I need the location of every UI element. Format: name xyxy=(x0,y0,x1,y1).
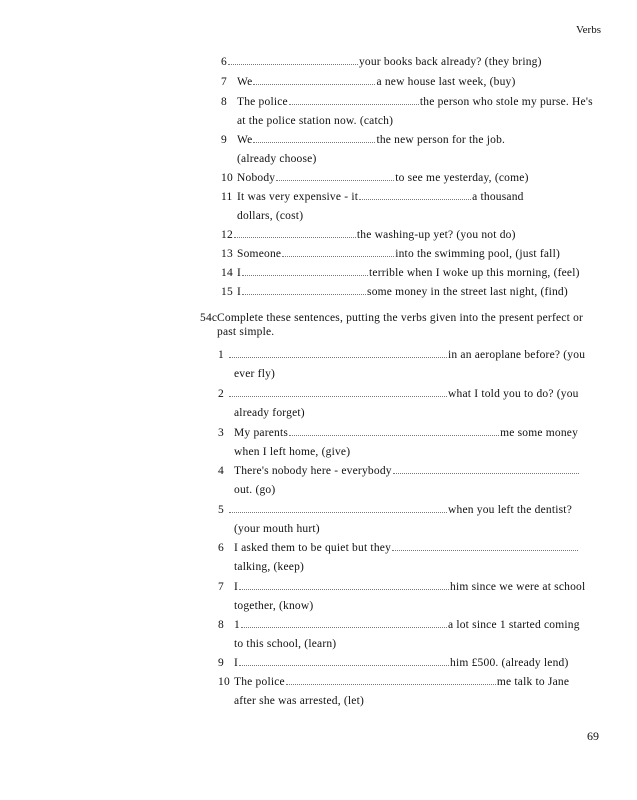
item-text-after: in an aeroplane before? (you xyxy=(448,349,586,361)
answer-blank[interactable] xyxy=(276,171,394,181)
exercise-number: 54c xyxy=(200,312,218,324)
item-number: 10 xyxy=(221,172,233,184)
item-number: 12 xyxy=(221,229,233,241)
exercise-instruction: Complete these sentences, putting the verbs given into the present perfect or past simple. xyxy=(217,312,584,338)
item-text-after: a thousand xyxy=(472,191,524,203)
item-number: 8 xyxy=(218,619,224,631)
answer-blank[interactable] xyxy=(241,618,447,628)
exercise-item xyxy=(218,541,579,555)
answer-blank[interactable] xyxy=(393,464,579,474)
exercise-item xyxy=(218,675,569,689)
answer-blank[interactable] xyxy=(229,387,447,397)
item-continuation: ever fly) xyxy=(234,368,276,380)
exercise-item xyxy=(218,426,578,440)
item-text-after: me talk to Jane xyxy=(496,676,570,688)
item-text-before: The police xyxy=(237,96,288,108)
item-text-before: We xyxy=(237,134,253,146)
exercise-item xyxy=(221,266,580,280)
item-number: 7 xyxy=(218,581,224,593)
item-text-before: The police xyxy=(234,676,285,688)
item-number: 7 xyxy=(221,76,227,88)
exercise-item xyxy=(218,464,580,478)
item-text-after: him since we were at school xyxy=(450,581,586,593)
item-text-after: the washing-up yet? (you not do) xyxy=(356,229,516,241)
item-text-after: a new house last week, (buy) xyxy=(376,76,516,88)
answer-blank[interactable] xyxy=(239,580,449,590)
answer-blank[interactable] xyxy=(282,247,394,257)
item-number: 8 xyxy=(221,96,227,108)
item-number: 11 xyxy=(221,191,233,203)
item-text-after: what I told you to do? (you xyxy=(448,388,579,400)
item-number: 3 xyxy=(218,427,224,439)
exercise-item xyxy=(218,618,580,632)
answer-blank[interactable] xyxy=(229,348,447,358)
running-header: Verbs xyxy=(575,24,601,36)
item-number: 10 xyxy=(218,676,230,688)
exercise-item xyxy=(221,95,593,109)
item-number: 6 xyxy=(221,56,227,68)
item-continuation: at the police station now. (catch) xyxy=(237,115,394,127)
answer-blank[interactable] xyxy=(242,266,368,276)
item-number: 15 xyxy=(221,286,233,298)
item-continuation: dollars, (cost) xyxy=(237,210,304,222)
item-text-before: Someone xyxy=(237,248,282,260)
exercise-item xyxy=(221,75,516,89)
item-continuation: to this school, (learn) xyxy=(234,638,337,650)
item-text-before: 1 xyxy=(234,619,240,631)
answer-blank[interactable] xyxy=(228,55,358,65)
exercise-item xyxy=(221,171,529,185)
answer-blank[interactable] xyxy=(242,285,366,295)
item-continuation: after she was arrested, (let) xyxy=(234,695,364,707)
exercise-item xyxy=(218,387,579,401)
item-text-after: some money in the street last night, (find) xyxy=(367,286,568,298)
item-number: 9 xyxy=(218,657,224,669)
answer-blank[interactable] xyxy=(229,503,447,513)
answer-blank[interactable] xyxy=(239,656,449,666)
item-text-after: your books back already? (they bring) xyxy=(358,56,542,68)
item-text-after: a lot since 1 started coming xyxy=(447,619,580,631)
item-text-after: him £500. (already lend) xyxy=(450,657,569,669)
item-number: 14 xyxy=(221,267,233,279)
answer-blank[interactable] xyxy=(253,75,375,85)
item-continuation: (already choose) xyxy=(237,153,317,165)
item-continuation: (your mouth hurt) xyxy=(234,523,320,535)
exercise-item xyxy=(221,228,516,242)
item-continuation: out. (go) xyxy=(234,484,276,496)
exercise-item xyxy=(221,55,542,69)
answer-blank[interactable] xyxy=(253,133,375,143)
item-text-after: the new person for the job. xyxy=(376,134,506,146)
item-continuation: already forget) xyxy=(234,407,305,419)
exercise-item xyxy=(218,503,572,517)
item-number: 2 xyxy=(218,388,224,400)
exercise-item xyxy=(221,133,505,147)
answer-blank[interactable] xyxy=(289,426,499,436)
item-text-before: I xyxy=(234,657,239,669)
item-text-before: I xyxy=(234,581,239,593)
item-text-before: I xyxy=(237,267,242,279)
item-text-before: It was very expensive - it xyxy=(237,191,359,203)
item-text-before: I xyxy=(237,286,242,298)
item-continuation: when I left home, (give) xyxy=(234,446,351,458)
item-text-after: me some money xyxy=(500,427,579,439)
item-text-before: We xyxy=(237,76,253,88)
item-text-after: when you left the dentist? xyxy=(448,504,573,516)
item-number: 9 xyxy=(221,134,227,146)
item-number: 4 xyxy=(218,465,224,477)
exercise-item xyxy=(221,285,568,299)
item-continuation: talking, (keep) xyxy=(234,561,305,573)
item-number: 13 xyxy=(221,248,233,260)
item-text-before: Nobody xyxy=(237,172,276,184)
answer-blank[interactable] xyxy=(289,95,419,105)
page-number: 69 xyxy=(587,729,599,743)
item-number: 5 xyxy=(218,504,224,516)
item-continuation: together, (know) xyxy=(234,600,314,612)
item-text-before: My parents xyxy=(234,427,289,439)
answer-blank[interactable] xyxy=(392,541,578,551)
exercise-item xyxy=(218,580,585,594)
item-number: 1 xyxy=(218,349,224,361)
item-text-after: to see me yesterday, (come) xyxy=(395,172,529,184)
item-text-before: There's nobody here - everybody xyxy=(234,465,392,477)
item-text-before: I asked them to be quiet but they xyxy=(234,542,392,554)
answer-blank[interactable] xyxy=(359,190,471,200)
exercise-item xyxy=(218,656,569,670)
answer-blank[interactable] xyxy=(234,228,356,238)
item-number: 6 xyxy=(218,542,224,554)
exercise-item xyxy=(221,190,524,204)
item-text-after: the person who stole my purse. He's xyxy=(419,96,593,108)
exercise-item xyxy=(221,247,560,261)
item-text-after: terrible when I woke up this morning, (feel) xyxy=(369,267,580,279)
answer-blank[interactable] xyxy=(286,675,496,685)
item-text-after: into the swimming pool, (just fall) xyxy=(395,248,560,260)
exercise-item xyxy=(218,348,585,362)
